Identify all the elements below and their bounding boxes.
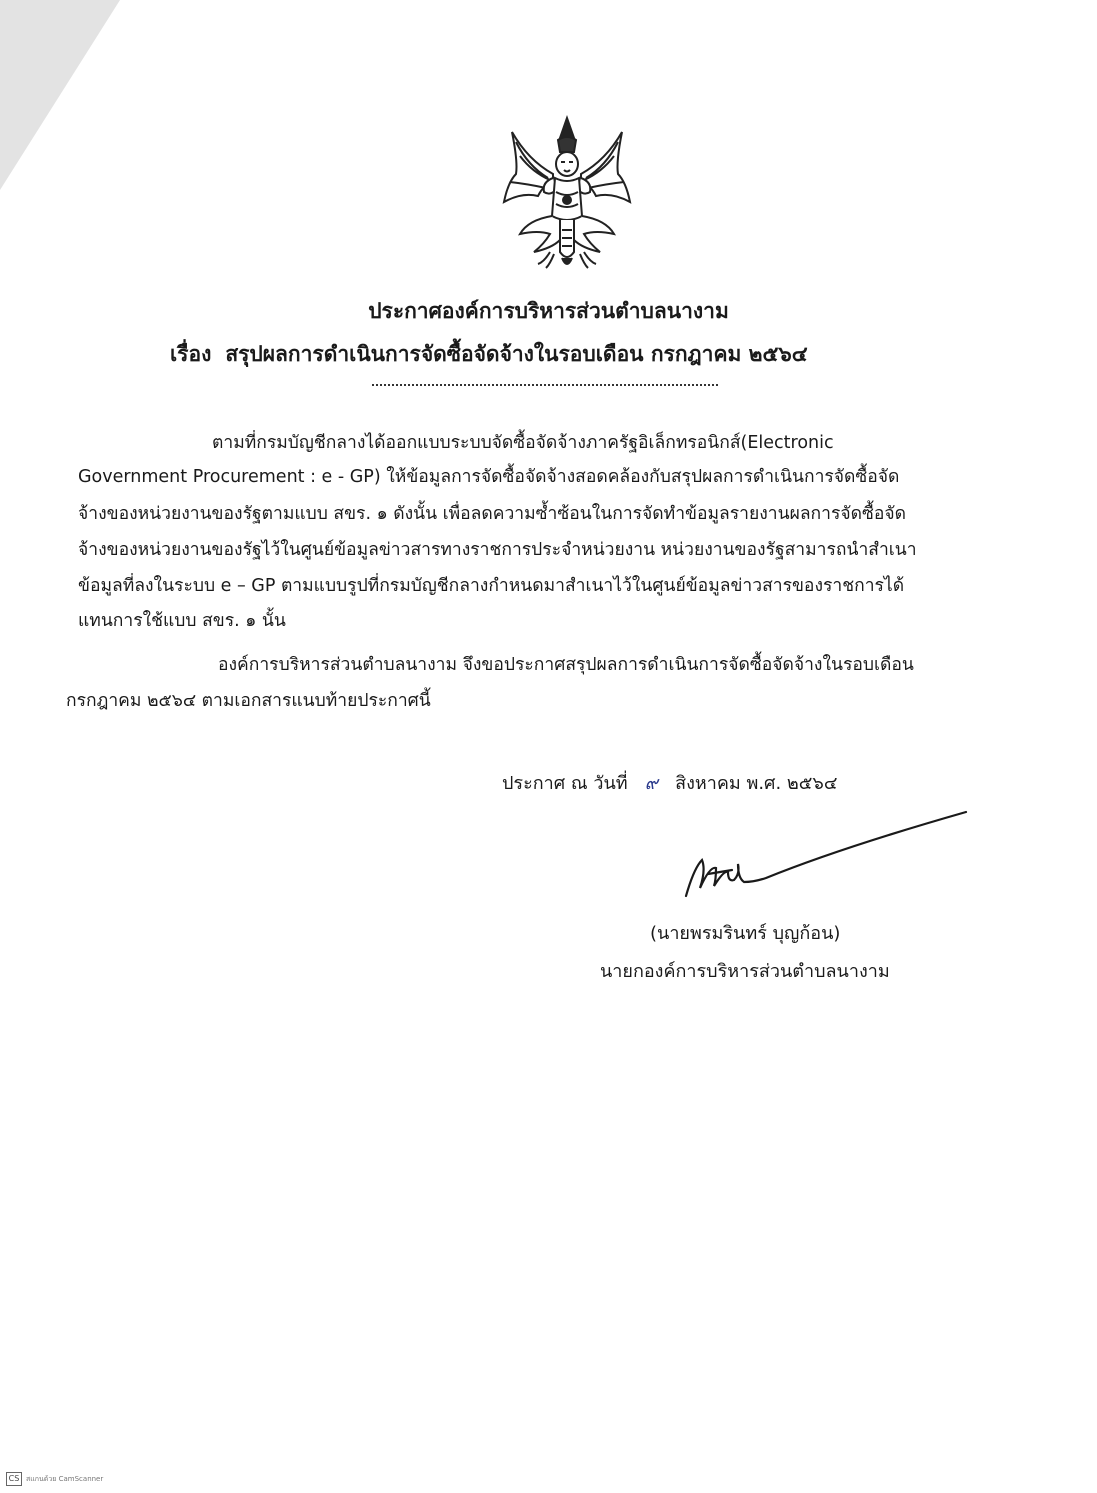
paragraph1-line: ข้อมูลที่ลงในระบบ e – GP ตามแบบรูปที่กรมบัญชีกลางกำหนดมาสำเนาไว้ในศูนย์ข้อมูลข่าวสารของราชการได้	[78, 576, 905, 596]
paragraph1-line: จ้างของหน่วยงานของรัฐตามแบบ สขร. ๑ ดังนั้น เพื่อลดความซ้ำซ้อนในการจัดทำข้อมูลรายงานผลการจัดซื้อจัด	[78, 504, 907, 524]
date-prefix: ประกาศ ณ วันที่	[502, 773, 628, 794]
scanner-watermark	[6, 1472, 103, 1486]
announcement-date	[502, 768, 837, 797]
garuda-emblem-icon	[498, 112, 636, 274]
scanner-text: สแกนด้วย CamScanner	[26, 1474, 104, 1483]
signer-title: นายกองค์การบริหารส่วนตำบลนางาม	[600, 961, 890, 982]
announcement-subject	[170, 338, 930, 371]
paragraph1-line: แทนการใช้แบบ สขร. ๑ นั้น	[78, 611, 286, 631]
paragraph1-line: ตามที่กรมบัญชีกลางได้ออกแบบระบบจัดซื้อจัดจ้างภาครัฐอิเล็กทรอนิกส์(Electronic	[212, 433, 834, 453]
camscanner-logo-icon: CS	[6, 1472, 22, 1486]
paragraph1-line: Government Procurement : e - GP) ให้ข้อมูลการจัดซื้อจัดจ้างสอดคล้องกับสรุปผลการดำเนินการจัดซื้อจัด	[78, 467, 900, 487]
paragraph2-line: กรกฎาคม ๒๕๖๔ ตามเอกสารแนบท้ายประกาศนี้	[66, 691, 431, 711]
subject-text: สรุปผลการดำเนินการจัดซื้อจัดจ้างในรอบเดือน กรกฎาคม ๒๕๖๔	[225, 342, 808, 366]
scan-shadow	[0, 0, 120, 190]
date-suffix: สิงหาคม พ.ศ. ๒๕๖๔	[675, 773, 838, 794]
subject-label: เรื่อง	[170, 342, 212, 366]
signature-image	[680, 808, 970, 908]
separator-dots	[372, 380, 718, 386]
announcement-title: ประกาศองค์การบริหารส่วนตำบลนางาม	[368, 299, 729, 323]
signer-name: (นายพรมรินทร์ บุญก้อน)	[650, 923, 841, 944]
paragraph2-line: องค์การบริหารส่วนตำบลนางาม จึงขอประกาศสรุปผลการดำเนินการจัดซื้อจัดจ้างในรอบเดือน	[218, 655, 914, 675]
paragraph1-line: จ้างของหน่วยงานของรัฐไว้ในศูนย์ข้อมูลข่าวสารทางราชการประจำหน่วยงาน หน่วยงานของรัฐสามารถนำสำเนา	[78, 540, 917, 560]
date-day-handwritten: ๙	[644, 773, 658, 794]
